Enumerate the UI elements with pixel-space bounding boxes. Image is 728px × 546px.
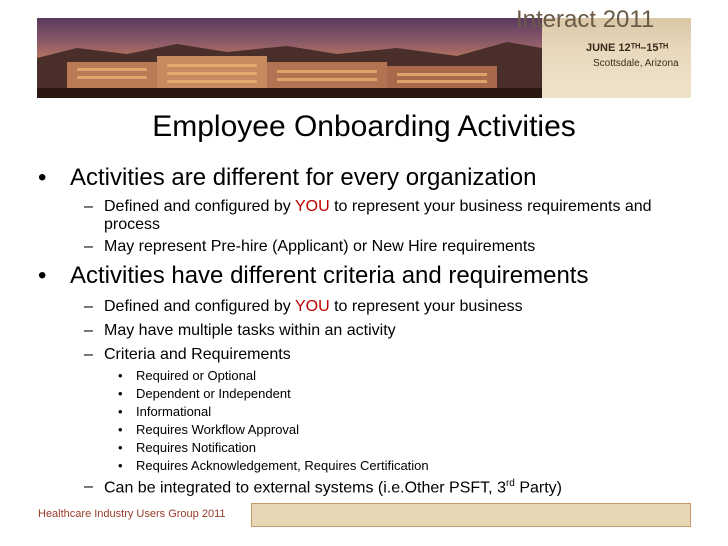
bullet-marker: •: [38, 164, 47, 191]
slide-title: Employee Onboarding Activities: [152, 110, 576, 143]
bullet-marker: •: [118, 368, 123, 383]
sub-bullet-multiple-tasks: May have multiple tasks within an activity: [104, 322, 396, 339]
sub-bullet-criteria-requirements: Criteria and Requirements: [104, 346, 291, 363]
criteria-item: Informational: [136, 404, 212, 419]
bullet-marker: •: [118, 440, 123, 455]
dash-marker: –: [84, 346, 93, 363]
dash-marker: –: [84, 198, 93, 215]
sub-bullet-continuation: process: [104, 216, 161, 233]
criteria-item: Dependent or Independent: [136, 386, 291, 401]
criteria-item: Requires Notification: [136, 440, 256, 455]
bullet-marker: •: [118, 458, 123, 473]
bullet-activities-different: Activities are different for every organization: [70, 164, 537, 191]
sub-bullet-prehire: May represent Pre-hire (Applicant) or New Hire requirements: [104, 238, 536, 255]
bullet-activities-criteria: Activities have different criteria and requirements: [70, 262, 589, 289]
bullet-marker: •: [118, 422, 123, 437]
sub-bullet-external-systems: Can be integrated to external systems (i.e.Other PSFT, 3rd Party): [104, 478, 562, 497]
bullet-marker: •: [118, 404, 123, 419]
dash-marker: –: [84, 298, 93, 315]
footer-bar: [251, 503, 691, 527]
criteria-item: Requires Workflow Approval: [136, 422, 300, 437]
criteria-item: Requires Acknowledgement, Requires Certification: [136, 458, 429, 473]
dash-marker: –: [84, 238, 93, 255]
dash-marker: –: [84, 478, 93, 495]
conference-location: Scottsdale, Arizona: [593, 58, 679, 69]
bullet-marker: •: [38, 262, 47, 289]
sub-bullet-defined-configured-2: Defined and configured by YOU to represent your business: [104, 298, 523, 315]
footer-organization: Healthcare Industry Users Group 2011: [38, 508, 226, 520]
sub-bullet-defined-configured-1: Defined and configured by YOU to represent your business requirements and: [104, 198, 652, 215]
conference-logo: Interact 2011: [516, 6, 655, 33]
criteria-item: Required or Optional: [136, 368, 256, 383]
conference-dates: JUNE 12ᵀᴴ–15ᵀᴴ: [586, 42, 669, 54]
dash-marker: –: [84, 322, 93, 339]
bullet-marker: •: [118, 386, 123, 401]
